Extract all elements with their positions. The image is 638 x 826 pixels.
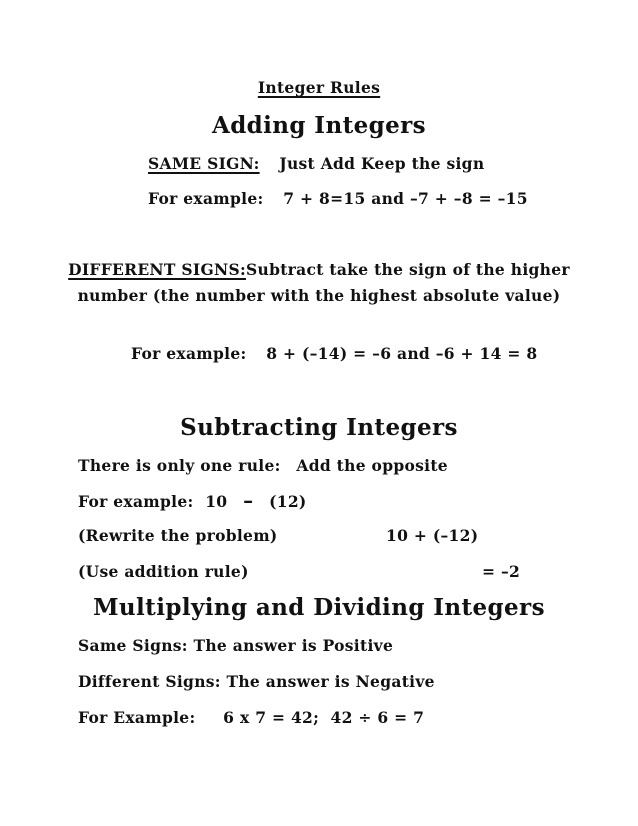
same-sign-label: SAME SIGN: — [148, 154, 260, 173]
multiplying-example — [78, 708, 424, 728]
subtracting-rule-text: Add the opposite — [296, 456, 448, 475]
different-signs-rule — [38, 257, 600, 309]
example-label: For Example: — [78, 708, 196, 727]
subtracting-example — [78, 490, 307, 512]
subtracting-rule — [78, 456, 448, 476]
adding-example-1 — [148, 189, 528, 209]
subtracting-rule-label: There is only one rule: — [78, 456, 281, 475]
rewrite-expression: 10 + (–12) — [386, 526, 479, 545]
example-operand-b: (12) — [269, 492, 307, 511]
different-signs-text: Subtract take the sign of the higher number (the number with the highest absolute value) — [77, 260, 570, 305]
rewrite-label: (Rewrite the problem) — [78, 526, 278, 545]
same-signs-rule: Same Signs: The answer is Positive — [78, 636, 394, 655]
adding-heading: Adding Integers — [211, 112, 427, 139]
example-label: For example: — [78, 492, 194, 511]
multiplying-heading: Multiplying and Dividing Integers — [93, 594, 545, 621]
example-label: For example: — [131, 344, 247, 363]
different-signs-label: DIFFERENT SIGNS: — [68, 260, 246, 279]
adding-example-2 — [131, 344, 537, 364]
different-signs-multiply-rule: Different Signs: The answer is Negative — [78, 672, 435, 691]
minus-sign: – — [243, 488, 254, 512]
doc-title: Integer Rules — [257, 78, 381, 97]
subtraction-result: = –2 — [482, 562, 521, 581]
example-expression: 6 x 7 = 42; 42 ÷ 6 = 7 — [223, 708, 425, 727]
example-expression: 8 + (–14) = –6 and –6 + 14 = 8 — [266, 344, 538, 363]
use-addition-label: (Use addition rule) — [78, 562, 249, 581]
example-label: For example: — [148, 189, 264, 208]
subtracting-heading: Subtracting Integers — [180, 414, 458, 441]
same-sign-text: Just Add Keep the sign — [279, 154, 485, 173]
example-expression: 7 + 8=15 and –7 + –8 = –15 — [283, 189, 528, 208]
example-operand-a: 10 — [205, 492, 228, 511]
same-sign-rule — [148, 154, 484, 174]
